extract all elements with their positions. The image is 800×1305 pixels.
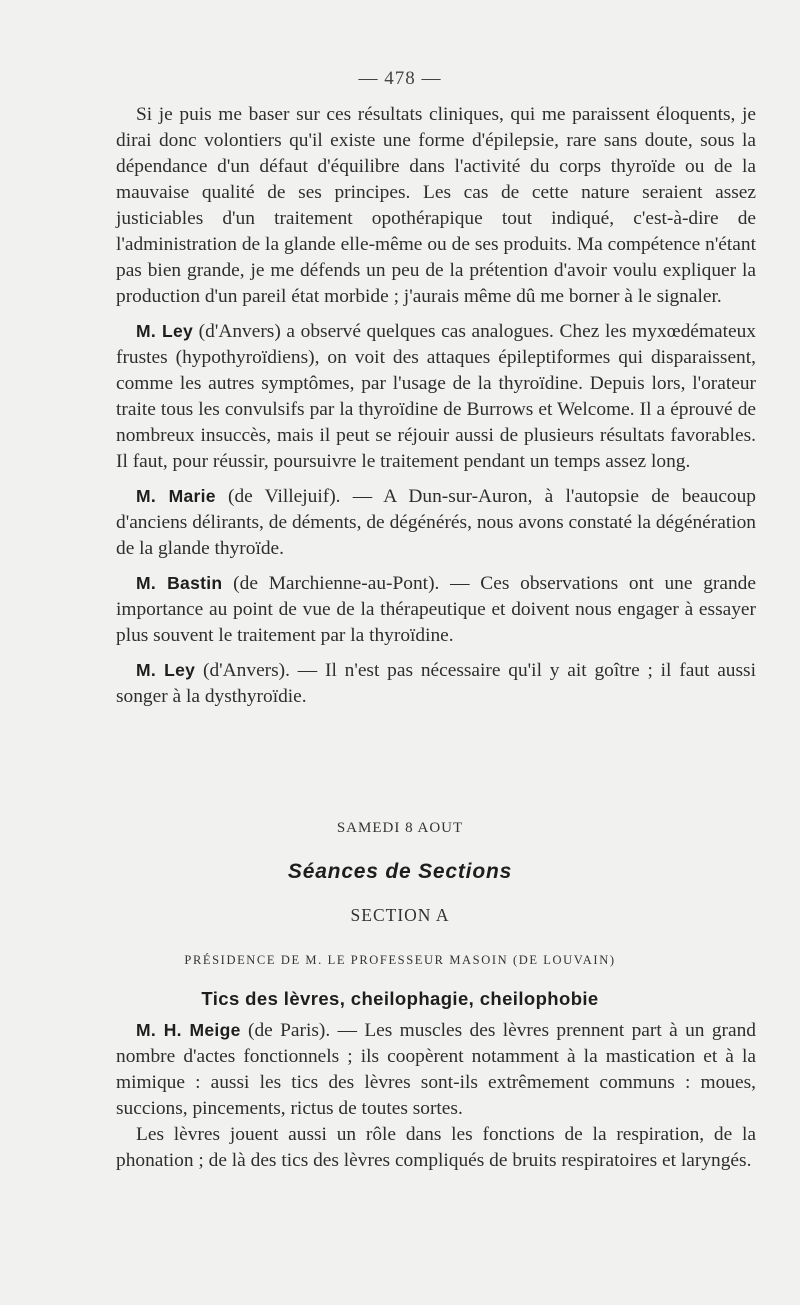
speaker-name: M. Marie	[136, 486, 216, 506]
paragraph-text: (de Villejuif). — A Dun-sur-Auron, à l'autopsie de beaucoup d'anciens délirants, de déments, de dégénérés, nous avons constaté la dégénération de la glande thyroïde.	[116, 486, 757, 559]
speaker-name: M. Bastin	[136, 573, 223, 593]
body-text-top	[116, 102, 756, 710]
paragraph	[116, 1122, 756, 1174]
paragraph-text: (de Paris). — Les muscles des lèvres prennent part à un grand nombre d'actes fonctionnels ; ils coopèrent notamment à la mastication et à la mimique : aussi les tics des lèvres sont-ils extrêmement communs : moues, succions, pincements, rictus de toutes sortes.	[116, 1020, 756, 1119]
paragraph	[116, 570, 756, 649]
paragraph	[116, 483, 756, 562]
section-name: SECTION A	[350, 905, 450, 925]
date-heading: SAMEDI 8 AOUT	[336, 820, 464, 836]
speaker-name: M. Ley	[136, 321, 194, 341]
speaker-name: M. Ley	[136, 660, 196, 680]
paragraph-text: Si je puis me baser sur ces résultats cliniques, qui me paraissent éloquents, je dirai donc volontiers qu'il existe une forme d'épilepsie, rare sans doute, sous la dépendance d'un défaut d'équilibre dans l'activité du corps thyroïde ou de la mauvaise qualité de ses principes. Les cas de cette nature seraient assez justiciables d'un traitement opothérapique tout indiqué, c'est-à-dire de l'administration de la glande elle-même ou de ses produits. Ma compétence n'étant pas bien grande, je me défends un peu de la prétention d'avoir voulu expliquer la production d'un pareil état morbide ; j'aurais même dû me borner à le signaler.	[116, 104, 756, 307]
body-text-bottom	[116, 1017, 756, 1174]
page-number: — 478 —	[358, 68, 442, 89]
paragraph-text: (d'Anvers) a observé quelques cas analogues. Chez les myxœdémateux frustes (hypothyroïdiens), on voit des attaques épileptiformes qui disparaissent, comme les autres symptômes, par l'usage de la thyroïdine. Depuis lors, l'orateur traite tous les convulsifs par la thyroïdine de Burrows et Welcome. Il a éprouvé de nombreux insuccès, mais il peut se réjouir aussi de plusieurs résultats favorables. Il faut, pour réussir, poursuivre le traitement pendant un temps assez long.	[116, 321, 756, 472]
paragraph-text: Les lèvres jouent aussi un rôle dans les fonctions de la respiration, de la phonation ; de là des tics des lèvres compliqués de bruits respiratoires et laryngés.	[116, 1124, 756, 1171]
subject-heading: Tics des lèvres, cheilophagie, cheilophobie	[201, 988, 599, 1009]
paragraph	[116, 1017, 756, 1122]
paragraph-text: (d'Anvers). — Il n'est pas nécessaire qu'il y ait goître ; il faut aussi songer à la dysthyroïdie.	[116, 660, 756, 707]
paragraph-text: (de Marchienne-au-Pont). — Ces observations ont une grande importance au point de vue de la thérapeutique et doivent nous engager à essayer plus souvent le traitement par la thyroïdine.	[116, 573, 756, 646]
paragraph	[116, 657, 756, 710]
paragraph	[116, 318, 756, 475]
speaker-name: M. H. Meige	[136, 1020, 241, 1040]
presidence-line: PRÉSIDENCE DE M. LE PROFESSEUR MASOIN (DE LOUVAIN)	[184, 953, 616, 967]
paragraph	[116, 102, 756, 310]
sections-heading: Séances de Sections	[287, 860, 513, 883]
